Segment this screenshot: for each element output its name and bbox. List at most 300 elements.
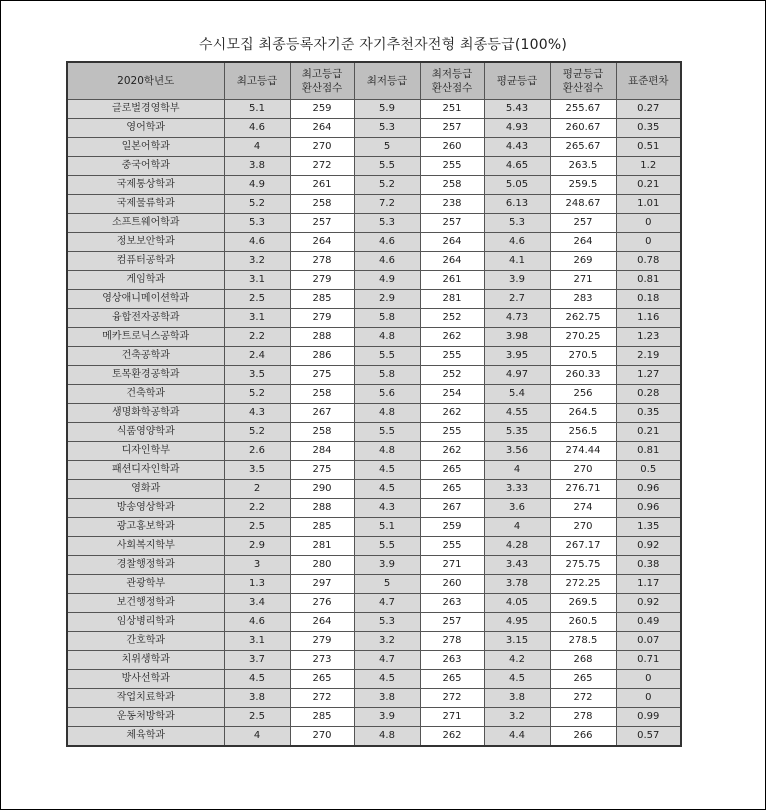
top-grade-cell: 3.4 (224, 594, 290, 613)
avg-grade-cell: 3.15 (484, 632, 550, 651)
top-score-cell: 284 (290, 442, 354, 461)
dept-name-cell: 간호학과 (67, 632, 224, 651)
top-score-cell: 275 (290, 461, 354, 480)
low-score-cell: 255 (420, 347, 484, 366)
dept-name-cell: 게임학과 (67, 271, 224, 290)
stdev-cell: 0.49 (616, 613, 681, 632)
top-grade-cell: 4 (224, 138, 290, 157)
stdev-cell: 0.28 (616, 385, 681, 404)
low-score-cell: 258 (420, 176, 484, 195)
table-row (67, 708, 681, 727)
low-grade-cell: 4.3 (354, 499, 420, 518)
stdev-cell: 1.01 (616, 195, 681, 214)
avg-grade-cell: 4.55 (484, 404, 550, 423)
low-score-cell: 252 (420, 366, 484, 385)
stdev-cell: 0.35 (616, 119, 681, 138)
avg-score-cell: 270.25 (550, 328, 616, 347)
stdev-cell: 0.96 (616, 499, 681, 518)
top-score-cell: 280 (290, 556, 354, 575)
low-grade-cell: 4.5 (354, 461, 420, 480)
top-grade-cell: 2.9 (224, 537, 290, 556)
avg-score-cell: 267.17 (550, 537, 616, 556)
table-row (67, 385, 681, 404)
stdev-cell: 0.18 (616, 290, 681, 309)
stdev-cell: 2.19 (616, 347, 681, 366)
top-score-cell: 259 (290, 100, 354, 119)
stdev-cell: 0.96 (616, 480, 681, 499)
dept-name-cell: 국제물류학과 (67, 195, 224, 214)
low-score-cell: 263 (420, 651, 484, 670)
top-score-cell: 258 (290, 195, 354, 214)
top-grade-cell: 5.2 (224, 423, 290, 442)
low-score-cell: 267 (420, 499, 484, 518)
header-top-score-line1: 최고등급 (301, 68, 343, 80)
stdev-cell: 0.51 (616, 138, 681, 157)
avg-grade-cell: 5.4 (484, 385, 550, 404)
low-score-cell: 265 (420, 480, 484, 499)
top-score-cell: 275 (290, 366, 354, 385)
top-score-cell: 270 (290, 138, 354, 157)
top-score-cell: 285 (290, 708, 354, 727)
top-grade-cell: 3.2 (224, 252, 290, 271)
top-score-cell: 258 (290, 423, 354, 442)
low-grade-cell: 4.6 (354, 233, 420, 252)
top-score-cell: 279 (290, 271, 354, 290)
stdev-cell: 1.23 (616, 328, 681, 347)
low-score-cell: 255 (420, 157, 484, 176)
low-score-cell: 252 (420, 309, 484, 328)
low-grade-cell: 4.7 (354, 651, 420, 670)
dept-name-cell: 방송영상학과 (67, 499, 224, 518)
low-score-cell: 259 (420, 518, 484, 537)
top-grade-cell: 2.5 (224, 290, 290, 309)
avg-score-cell: 256.5 (550, 423, 616, 442)
stdev-cell: 0.21 (616, 176, 681, 195)
avg-score-cell: 265.67 (550, 138, 616, 157)
dept-name-cell: 일본어학과 (67, 138, 224, 157)
stdev-cell: 0.78 (616, 252, 681, 271)
table-row (67, 366, 681, 385)
header-low-score (420, 62, 484, 100)
stdev-cell: 0.27 (616, 100, 681, 119)
avg-score-cell: 278 (550, 708, 616, 727)
low-grade-cell: 5.1 (354, 518, 420, 537)
table-row (67, 252, 681, 271)
stdev-cell: 1.35 (616, 518, 681, 537)
top-grade-cell: 3 (224, 556, 290, 575)
avg-score-cell: 271 (550, 271, 616, 290)
avg-score-cell: 257 (550, 214, 616, 233)
dept-name-cell: 디자인학부 (67, 442, 224, 461)
table-row (67, 328, 681, 347)
stdev-cell: 0.99 (616, 708, 681, 727)
low-grade-cell: 5.8 (354, 309, 420, 328)
avg-grade-cell: 3.6 (484, 499, 550, 518)
avg-grade-cell: 3.95 (484, 347, 550, 366)
table-row (67, 499, 681, 518)
low-score-cell: 251 (420, 100, 484, 119)
low-score-cell: 272 (420, 689, 484, 708)
dept-name-cell: 소프트웨어학과 (67, 214, 224, 233)
avg-grade-cell: 4 (484, 518, 550, 537)
avg-grade-cell: 3.9 (484, 271, 550, 290)
avg-score-cell: 276.71 (550, 480, 616, 499)
avg-score-cell: 259.5 (550, 176, 616, 195)
table-row (67, 632, 681, 651)
table-row (67, 100, 681, 119)
low-score-cell: 265 (420, 461, 484, 480)
avg-score-cell: 260.67 (550, 119, 616, 138)
top-score-cell: 272 (290, 157, 354, 176)
top-grade-cell: 2.5 (224, 518, 290, 537)
avg-grade-cell: 4.65 (484, 157, 550, 176)
table-row (67, 119, 681, 138)
avg-grade-cell: 4.73 (484, 309, 550, 328)
low-score-cell: 281 (420, 290, 484, 309)
table-row (67, 233, 681, 252)
stdev-cell: 0.57 (616, 727, 681, 747)
top-grade-cell: 2 (224, 480, 290, 499)
top-score-cell: 264 (290, 233, 354, 252)
top-grade-cell: 3.5 (224, 366, 290, 385)
top-grade-cell: 2.2 (224, 328, 290, 347)
header-low-score-line1: 최저등급 (431, 68, 473, 80)
top-grade-cell: 3.1 (224, 271, 290, 290)
low-score-cell: 262 (420, 404, 484, 423)
table-row (67, 347, 681, 366)
table-body (67, 100, 681, 747)
avg-grade-cell: 3.56 (484, 442, 550, 461)
top-grade-cell: 3.1 (224, 632, 290, 651)
dept-name-cell: 작업치료학과 (67, 689, 224, 708)
top-grade-cell: 4.9 (224, 176, 290, 195)
avg-grade-cell: 4.95 (484, 613, 550, 632)
table-row (67, 518, 681, 537)
table-row (67, 594, 681, 613)
stdev-cell: 0.5 (616, 461, 681, 480)
avg-grade-cell: 3.2 (484, 708, 550, 727)
table-row (67, 575, 681, 594)
top-grade-cell: 5.2 (224, 385, 290, 404)
dept-name-cell: 컴퓨터공학과 (67, 252, 224, 271)
low-score-cell: 238 (420, 195, 484, 214)
top-grade-cell: 5.3 (224, 214, 290, 233)
top-grade-cell: 2.2 (224, 499, 290, 518)
low-grade-cell: 5.3 (354, 613, 420, 632)
avg-score-cell: 274.44 (550, 442, 616, 461)
low-grade-cell: 4.7 (354, 594, 420, 613)
table-row (67, 670, 681, 689)
top-score-cell: 258 (290, 385, 354, 404)
stdev-cell: 0 (616, 214, 681, 233)
top-score-cell: 281 (290, 537, 354, 556)
dept-name-cell: 관광학부 (67, 575, 224, 594)
top-grade-cell: 2.4 (224, 347, 290, 366)
top-score-cell: 273 (290, 651, 354, 670)
top-grade-cell: 3.8 (224, 689, 290, 708)
table-row (67, 195, 681, 214)
low-grade-cell: 5.3 (354, 214, 420, 233)
avg-grade-cell: 5.35 (484, 423, 550, 442)
top-grade-cell: 5.1 (224, 100, 290, 119)
dept-name-cell: 영어학과 (67, 119, 224, 138)
top-score-cell: 279 (290, 309, 354, 328)
avg-grade-cell: 6.13 (484, 195, 550, 214)
avg-score-cell: 269.5 (550, 594, 616, 613)
stdev-cell: 0.21 (616, 423, 681, 442)
dept-name-cell: 건축학과 (67, 385, 224, 404)
dept-name-cell: 글로벌경영학부 (67, 100, 224, 119)
avg-score-cell: 269 (550, 252, 616, 271)
stdev-cell: 0.81 (616, 271, 681, 290)
low-score-cell: 265 (420, 670, 484, 689)
low-grade-cell: 3.9 (354, 556, 420, 575)
table-row (67, 537, 681, 556)
top-score-cell: 267 (290, 404, 354, 423)
table-row (67, 290, 681, 309)
dept-name-cell: 융합전자공학과 (67, 309, 224, 328)
dept-name-cell: 영화과 (67, 480, 224, 499)
table-row (67, 271, 681, 290)
stdev-cell: 1.16 (616, 309, 681, 328)
stdev-cell: 0 (616, 233, 681, 252)
dept-name-cell: 광고홍보학과 (67, 518, 224, 537)
table-row (67, 556, 681, 575)
top-grade-cell: 4 (224, 727, 290, 747)
avg-score-cell: 248.67 (550, 195, 616, 214)
low-grade-cell: 7.2 (354, 195, 420, 214)
low-score-cell: 271 (420, 556, 484, 575)
low-grade-cell: 4.5 (354, 480, 420, 499)
header-top-grade: 최고등급 (224, 62, 290, 100)
table-row (67, 138, 681, 157)
dept-name-cell: 경찰행정학과 (67, 556, 224, 575)
low-grade-cell: 4.8 (354, 328, 420, 347)
low-grade-cell: 3.2 (354, 632, 420, 651)
table-row (67, 404, 681, 423)
avg-score-cell: 274 (550, 499, 616, 518)
avg-score-cell: 260.33 (550, 366, 616, 385)
dept-name-cell: 중국어학과 (67, 157, 224, 176)
low-score-cell: 255 (420, 423, 484, 442)
avg-score-cell: 265 (550, 670, 616, 689)
low-score-cell: 260 (420, 138, 484, 157)
top-grade-cell: 4.5 (224, 670, 290, 689)
top-score-cell: 297 (290, 575, 354, 594)
avg-grade-cell: 4.05 (484, 594, 550, 613)
dept-name-cell: 영상애니메이션학과 (67, 290, 224, 309)
table-row (67, 423, 681, 442)
low-score-cell: 254 (420, 385, 484, 404)
top-score-cell: 285 (290, 518, 354, 537)
dept-name-cell: 정보보안학과 (67, 233, 224, 252)
dept-name-cell: 운동처방학과 (67, 708, 224, 727)
avg-grade-cell: 4.4 (484, 727, 550, 747)
stdev-cell: 0.38 (616, 556, 681, 575)
avg-score-cell: 264.5 (550, 404, 616, 423)
table-row (67, 651, 681, 670)
avg-score-cell: 268 (550, 651, 616, 670)
avg-grade-cell: 4 (484, 461, 550, 480)
low-grade-cell: 3.8 (354, 689, 420, 708)
header-avg-score-line1: 평균등급 (562, 68, 604, 80)
avg-score-cell: 272.25 (550, 575, 616, 594)
low-score-cell: 263 (420, 594, 484, 613)
dept-name-cell: 보건행정학과 (67, 594, 224, 613)
low-grade-cell: 4.8 (354, 442, 420, 461)
top-grade-cell: 3.1 (224, 309, 290, 328)
header-low-score-line2: 환산점수 (431, 82, 473, 94)
low-grade-cell: 4.8 (354, 404, 420, 423)
avg-grade-cell: 3.78 (484, 575, 550, 594)
top-grade-cell: 4.6 (224, 613, 290, 632)
avg-grade-cell: 4.6 (484, 233, 550, 252)
avg-score-cell: 283 (550, 290, 616, 309)
low-grade-cell: 4.6 (354, 252, 420, 271)
top-score-cell: 276 (290, 594, 354, 613)
avg-grade-cell: 4.5 (484, 670, 550, 689)
low-score-cell: 262 (420, 442, 484, 461)
low-score-cell: 260 (420, 575, 484, 594)
table-row (67, 176, 681, 195)
top-score-cell: 270 (290, 727, 354, 747)
low-grade-cell: 5.8 (354, 366, 420, 385)
stdev-cell: 0.81 (616, 442, 681, 461)
top-score-cell: 272 (290, 689, 354, 708)
table-row (67, 442, 681, 461)
header-year: 2020학년도 (67, 62, 224, 100)
avg-grade-cell: 5.3 (484, 214, 550, 233)
stdev-cell: 1.2 (616, 157, 681, 176)
top-score-cell: 264 (290, 119, 354, 138)
low-score-cell: 264 (420, 233, 484, 252)
low-score-cell: 257 (420, 119, 484, 138)
low-score-cell: 278 (420, 632, 484, 651)
dept-name-cell: 방사선학과 (67, 670, 224, 689)
low-score-cell: 261 (420, 271, 484, 290)
low-grade-cell: 4.5 (354, 670, 420, 689)
top-score-cell: 288 (290, 499, 354, 518)
top-score-cell: 278 (290, 252, 354, 271)
table-row (67, 689, 681, 708)
low-grade-cell: 5.9 (354, 100, 420, 119)
top-score-cell: 285 (290, 290, 354, 309)
avg-grade-cell: 3.8 (484, 689, 550, 708)
low-grade-cell: 5 (354, 575, 420, 594)
header-avg-score-line2: 환산점수 (562, 82, 604, 94)
header-avg-score (550, 62, 616, 100)
avg-grade-cell: 4.28 (484, 537, 550, 556)
top-grade-cell: 3.8 (224, 157, 290, 176)
top-grade-cell: 3.7 (224, 651, 290, 670)
avg-grade-cell: 3.33 (484, 480, 550, 499)
avg-grade-cell: 4.93 (484, 119, 550, 138)
avg-grade-cell: 4.2 (484, 651, 550, 670)
dept-name-cell: 치위생학과 (67, 651, 224, 670)
stdev-cell: 0.92 (616, 537, 681, 556)
table-row (67, 480, 681, 499)
avg-grade-cell: 4.1 (484, 252, 550, 271)
avg-grade-cell: 5.43 (484, 100, 550, 119)
top-score-cell: 257 (290, 214, 354, 233)
top-score-cell: 261 (290, 176, 354, 195)
low-grade-cell: 5.2 (354, 176, 420, 195)
dept-name-cell: 식품영양학과 (67, 423, 224, 442)
dept-name-cell: 체육학과 (67, 727, 224, 747)
avg-grade-cell: 5.05 (484, 176, 550, 195)
stdev-cell: 1.17 (616, 575, 681, 594)
avg-score-cell: 260.5 (550, 613, 616, 632)
avg-grade-cell: 3.43 (484, 556, 550, 575)
table-row (67, 727, 681, 747)
table-row (67, 309, 681, 328)
low-score-cell: 271 (420, 708, 484, 727)
top-grade-cell: 4.3 (224, 404, 290, 423)
dept-name-cell: 사회복지학부 (67, 537, 224, 556)
header-top-score-line2: 환산점수 (301, 82, 343, 94)
avg-score-cell: 255.67 (550, 100, 616, 119)
top-score-cell: 265 (290, 670, 354, 689)
header-avg-grade: 평균등급 (484, 62, 550, 100)
grade-table (66, 61, 682, 747)
stdev-cell: 0.92 (616, 594, 681, 613)
top-grade-cell: 2.6 (224, 442, 290, 461)
low-grade-cell: 5.5 (354, 157, 420, 176)
dept-name-cell: 건축공학과 (67, 347, 224, 366)
low-score-cell: 257 (420, 214, 484, 233)
header-stdev: 표준편차 (616, 62, 681, 100)
stdev-cell: 0.07 (616, 632, 681, 651)
dept-name-cell: 임상병리학과 (67, 613, 224, 632)
low-score-cell: 255 (420, 537, 484, 556)
top-score-cell: 264 (290, 613, 354, 632)
dept-name-cell: 생명화학공학과 (67, 404, 224, 423)
stdev-cell: 0 (616, 670, 681, 689)
stdev-cell: 1.27 (616, 366, 681, 385)
top-grade-cell: 1.3 (224, 575, 290, 594)
low-grade-cell: 5.6 (354, 385, 420, 404)
top-grade-cell: 4.6 (224, 119, 290, 138)
page-title: 수시모집 최종등록자기준 자기추천자전형 최종등급(100%) (198, 37, 568, 53)
table-row (67, 157, 681, 176)
avg-grade-cell: 4.97 (484, 366, 550, 385)
header-top-score (290, 62, 354, 100)
low-grade-cell: 5.5 (354, 537, 420, 556)
top-score-cell: 279 (290, 632, 354, 651)
stdev-cell: 0 (616, 689, 681, 708)
stdev-cell: 0.71 (616, 651, 681, 670)
header-row (67, 62, 681, 100)
top-score-cell: 290 (290, 480, 354, 499)
top-score-cell: 288 (290, 328, 354, 347)
top-grade-cell: 5.2 (224, 195, 290, 214)
dept-name-cell: 메카트로닉스공학과 (67, 328, 224, 347)
low-grade-cell: 2.9 (354, 290, 420, 309)
avg-score-cell: 272 (550, 689, 616, 708)
top-grade-cell: 4.6 (224, 233, 290, 252)
top-grade-cell: 2.5 (224, 708, 290, 727)
low-grade-cell: 3.9 (354, 708, 420, 727)
avg-score-cell: 270.5 (550, 347, 616, 366)
top-grade-cell: 3.5 (224, 461, 290, 480)
low-grade-cell: 5.5 (354, 423, 420, 442)
table-row (67, 461, 681, 480)
avg-grade-cell: 2.7 (484, 290, 550, 309)
stdev-cell: 0.35 (616, 404, 681, 423)
avg-score-cell: 275.75 (550, 556, 616, 575)
low-score-cell: 262 (420, 328, 484, 347)
avg-score-cell: 263.5 (550, 157, 616, 176)
